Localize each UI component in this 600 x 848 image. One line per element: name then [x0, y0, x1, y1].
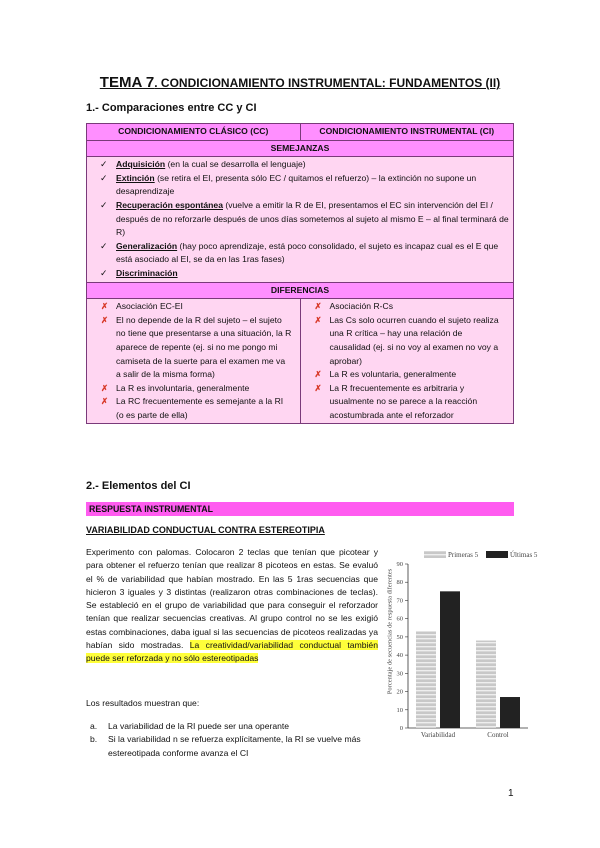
diferencias-ci-list: [304, 300, 506, 422]
semejanzas-cell: [87, 157, 514, 282]
diferencia-ci-item-text: Las Cs solo ocurren cuando el sujeto realiza una R crítica – hay una relación de causalidad (ej. si no voy al examen no voy a aprobar): [329, 314, 499, 366]
y-tick-label: 70: [396, 597, 403, 605]
y-tick-label: 30: [396, 670, 403, 678]
diferencia-cc-item: [90, 314, 292, 382]
cross-icon: ✗: [101, 382, 109, 393]
result-item: [86, 720, 378, 733]
variabilidad-subheading: VARIABILIDAD CONDUCTUAL CONTRA ESTEREOTIPIA: [86, 525, 325, 535]
title-prefix: TEMA 7: [99, 74, 155, 91]
cross-icon: ✗: [101, 314, 109, 325]
title-main: . CONDICIONAMIENTO INSTRUMENTAL: FUNDAMENTOS (II): [154, 76, 501, 90]
cross-icon: ✗: [314, 314, 322, 325]
legend-swatch: [424, 551, 446, 558]
diferencias-cc-list: [90, 300, 292, 422]
bar-chart: [380, 544, 538, 744]
check-icon: ✓: [100, 159, 108, 170]
diferencias-header: DIFERENCIAS: [87, 282, 514, 299]
diferencia-cc-item: [90, 300, 292, 314]
semejanza-term: Extinción: [116, 172, 155, 183]
y-tick-label: 0: [399, 725, 403, 732]
x-tick-label: Control: [487, 731, 509, 739]
result-item: [86, 733, 378, 760]
diferencia-ci-item: [304, 300, 506, 314]
y-tick-label: 10: [396, 706, 403, 714]
semejanza-desc: (se retira el EI, presenta sólo EC / quitamos el refuerzo) – la extinción no supone un desaprendizaje: [116, 172, 477, 197]
col-header-ci: CONDICIONAMIENTO INSTRUMENTAL (CI): [300, 124, 514, 141]
legend-label: Primeras 5: [448, 551, 479, 559]
x-tick-label: Variabilidad: [420, 731, 456, 739]
diferencia-ci-item-text: La R frecuentemente es arbitraria y usualmente no se parece a la reacción acostumbrada ante el reforzador: [329, 382, 478, 420]
semejanza-term: Recuperación espontánea: [116, 199, 223, 210]
semejanza-term: Discriminación: [116, 267, 178, 278]
page-number: 1: [508, 788, 514, 799]
semejanza-term: Adquisición: [116, 159, 166, 170]
diferencia-cc-item-text: Asociación EC-EI: [116, 301, 183, 312]
y-tick-label: 50: [396, 633, 403, 641]
semejanza-item: [90, 267, 510, 281]
diferencias-ci-cell: [300, 299, 514, 424]
check-icon: ✓: [100, 172, 108, 183]
diferencia-ci-item-text: Asociación R-Cs: [329, 301, 394, 312]
highlighted-text: La creatividad/variabilidad conductual también puede ser reforzada y no sólo estereotipadas: [86, 640, 378, 664]
y-tick-label: 90: [396, 561, 403, 568]
chart-svg: [380, 544, 538, 744]
semejanzas-list: [90, 158, 510, 280]
col-header-cc: CONDICIONAMIENTO CLÁSICO (CC): [87, 124, 301, 141]
bar-primeras-5: [416, 631, 436, 728]
result-letter: a.: [90, 721, 98, 731]
result-letter: b.: [90, 734, 98, 745]
diferencia-ci-item-text: La R es voluntaria, generalmente: [329, 369, 457, 380]
result-text: Si la variabilidad n se refuerza explícitamente, la RI se vuelve más estereotipada conforme avanza el CI: [108, 734, 361, 758]
diferencia-cc-item: [90, 382, 292, 396]
respuesta-instrumental-bar: RESPUESTA INSTRUMENTAL: [86, 502, 514, 516]
cross-icon: ✗: [314, 369, 322, 380]
comparison-table: [86, 123, 514, 424]
cross-icon: ✗: [101, 396, 109, 407]
cross-icon: ✗: [101, 301, 109, 312]
bar-últimas-5: [440, 591, 460, 728]
check-icon: ✓: [100, 267, 108, 278]
semejanza-desc: (en la cual se desarrolla el lenguaje): [165, 159, 306, 170]
semejanzas-header: SEMEJANZAS: [87, 140, 514, 157]
semejanza-term: Generalización: [116, 240, 178, 251]
cross-icon: ✗: [314, 382, 322, 393]
diferencia-ci-item: [304, 382, 506, 423]
y-tick-label: 60: [396, 615, 403, 623]
legend-swatch: [486, 551, 508, 558]
section-1-heading: 1.- Comparaciones entre CC y CI: [86, 102, 257, 114]
experiment-paragraph: [86, 546, 378, 666]
diferencia-cc-item-text: La RC frecuentemente es semejante a la RI (o es parte de ella): [116, 396, 284, 420]
semejanza-item: [90, 158, 510, 172]
bar-primeras-5: [476, 641, 496, 728]
semejanza-item: [90, 240, 510, 267]
bar-últimas-5: [500, 697, 520, 728]
diferencia-cc-item-text: El no depende de la R del sujeto – el sujeto no tiene que presentarse a una situación, la R aparece de repente (ej. si no me pongo mi camiseta de la suerte para el examen me va a salir de la misma forma): [116, 314, 292, 380]
result-text: La variabilidad de la RI puede ser una operante: [108, 721, 290, 731]
diferencia-ci-item: [304, 368, 506, 382]
paragraph-text: Experimento con palomas. Colocaron 2 teclas que tenían que picotear y para obtener el refuerzo tenían que realizar 8 picoteos en estas. Se evaluó el % de variabilidad que habían mostrado. En las 5 1ras secuencias que hicieron 3 iguales y 3 distintas (realizaron otras combinaciones de teclas). Se estableció en el grupo de variabilidad que para conseguir el reforzador tenían que realizar secuencias creativas. Al grupo control no se les exigió estas combinaciones, daba igual si las secuencias de picoteos realizadas ya habían sido mostradas.: [86, 547, 378, 651]
semejanza-item: [90, 199, 510, 240]
diferencia-ci-item: [304, 314, 506, 368]
diferencias-cc-cell: [87, 299, 301, 424]
check-icon: ✓: [100, 240, 108, 251]
semejanza-desc: (vuelve a emitir la R de EI, presentamos el EC sin intervención del EI / después de no reforzarle después de unos días sometemos al sujeto al mismo E – al final terminará de R): [116, 199, 509, 238]
diferencia-cc-item: [90, 395, 292, 422]
y-tick-label: 40: [396, 652, 403, 660]
cross-icon: ✗: [314, 301, 322, 312]
legend-label: Últimas 5: [510, 551, 538, 559]
semejanza-item: [90, 172, 510, 199]
section-2-heading: 2.- Elementos del CI: [86, 480, 191, 492]
semejanza-desc: (hay poco aprendizaje, está poco consolidado, el sujeto es incapaz cual es el E que está asociado al EI, se da en las 1ras fases): [116, 240, 499, 265]
check-icon: ✓: [100, 199, 108, 210]
y-tick-label: 20: [396, 688, 403, 696]
results-list: [86, 720, 378, 760]
page-title: [0, 74, 600, 91]
y-tick-label: 80: [396, 579, 403, 587]
diferencia-cc-item-text: La R es involuntaria, generalmente: [116, 382, 250, 393]
chart-y-label: Porcentaje de secuencias de respuesta diferentes: [386, 568, 394, 695]
results-intro: Los resultados muestran que:: [86, 698, 200, 708]
